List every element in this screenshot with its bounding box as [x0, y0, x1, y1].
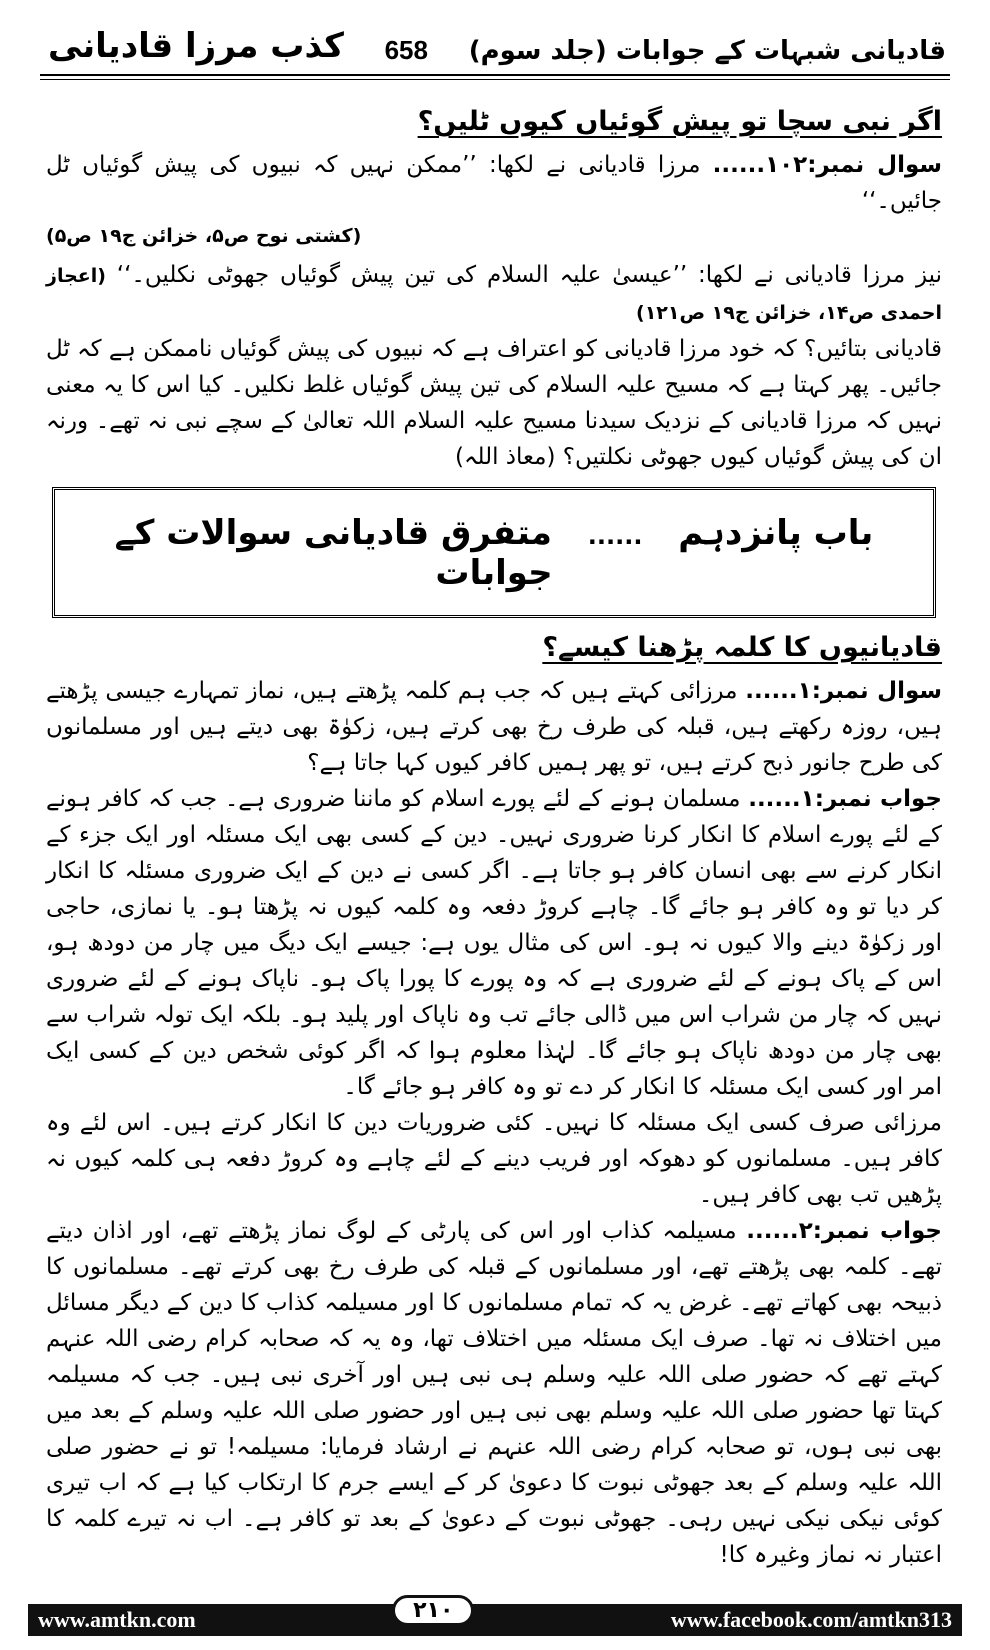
section-heading: اگر نبی سچا تو پیش گوئیاں کیوں ٹلیں؟	[417, 106, 942, 137]
facebook-link[interactable]: www.facebook.com/amtkn313	[670, 1607, 952, 1632]
question-text: مرزائی کہتے ہیں کہ جب ہم کلمہ پڑھتے ہیں، نماز تمہارے جیسی پڑھتے ہیں، روزہ رکھتے ہیں، قبلہ کی طرف رخ بھی کرتے ہیں، زکوٰۃ بھی دیتے ہیں اور مسلمانوں کی طرح جانور ذبح کرتے ہیں، تو پھر ہمیں کافر کیوں کہا جاتا ہے؟	[46, 678, 942, 776]
book-title: کذب مرزا قادیانی	[48, 26, 344, 66]
paragraph: قادیانی بتائیں؟ کہ خود مرزا قادیانی کو اعتراف ہے کہ نبیوں کی پیش گوئیاں ناممکن ہے کہ ٹل جائیں۔ پھر کہتا ہے کہ مسیح علیہ السلام کی تین پیش گوئیاں غلط نکلیں۔ کیا اس کا یہ معنی نہیں کہ مرزا قادیانی کے نزدیک سیدنا مسیح علیہ السلام اللہ تعالیٰ کے سچے نبی نہ تھے۔ ورنہ ان کی پیش گوئیاں کیوں جھوٹی نکلتیں؟ (معاذ اللہ)	[46, 336, 942, 470]
reference: (اعجاز احمدی ص۱۴، خزائن ج۱۹ ص۱۲۱)	[46, 265, 942, 324]
question-label: سوال نمبر:۱......	[745, 678, 943, 704]
answer-paragraph: مرزائی صرف کسی ایک مسئلہ کا نہیں۔ کئی ضروریات دین کا انکار کرتے ہیں۔ اس لئے وہ کافر ہیں۔ مسلمانوں کو دھوکہ اور فریب دینے کے لئے چاہے وہ کروڑ دفعہ ہی کلمہ کیوں نہ پڑھیں تب بھی کافر ہیں۔	[46, 1110, 942, 1208]
question-label: سوال نمبر:۱۰۲......	[712, 152, 942, 178]
page-number: 658	[384, 35, 428, 65]
answer-text: مسیلمہ کذاب اور اس کی پارٹی کے لوگ نماز پڑھتے تھے، اور اذان دیتے تھے۔ کلمہ بھی پڑھتے تھے، اور مسلمانوں کے قبلہ کی طرف رخ بھی کرتے تھے۔ مسلمانوں کا ذبیحہ بھی کھاتے تھے۔ غرض یہ کہ تمام مسلمانوں کا اور مسیلمہ کذاب کا دین کے دیگر مسائل میں اختلاف نہ تھا۔ صرف ایک مسئلہ میں اختلاف تھا، وہ یہ کہ صحابہ کرام رضی اللہ عنہم کہتے تھے کہ حضور صلی اللہ علیہ وسلم ہی نبی ہیں اور آخری نبی ہیں۔ جب کہ مسیلمہ کہتا تھا حضور صلی اللہ علیہ وسلم بھی نبی ہیں اور حضور صلی اللہ علیہ وسلم کے بعد میں بھی نبی ہوں، تو صحابہ کرام رضی اللہ عنہم نے ارشاد فرمایا: مسیلمہ! تو نے حضور صلی اللہ علیہ وسلم کے بعد جھوٹی نبوت کا دعویٰ کر کے ایسے جرم کا ارتکاب کیا ہے کہ اب تیری کوئی نیکی نیکی نہیں رہی۔ جھوٹی نبوت کے دعویٰ کے بعد تو کافر ہے۔ اب نہ تیرے کلمہ کا اعتبار نہ نماز وغیرہ کا!	[46, 1218, 942, 1568]
question-text: مرزا قادیانی نے لکھا: ’’ممکن نہیں کہ نبیوں کی پیش گوئیاں ٹل جائیں۔‘‘	[46, 152, 942, 214]
chapter-title-box	[52, 487, 936, 618]
page-content	[46, 100, 942, 1573]
footer-page-number: ۲۱۰	[392, 1595, 474, 1626]
chapter-dots: ......	[587, 522, 643, 550]
section-heading: قادیانیوں کا کلمہ پڑھنا کیسے؟	[542, 632, 942, 663]
answer-label: جواب نمبر:۲......	[746, 1218, 943, 1244]
question-paragraph	[46, 673, 942, 781]
header-rule-thin	[40, 79, 950, 80]
answer-label: جواب نمبر:۱......	[748, 786, 943, 812]
reference: (کشتی نوح ص۵، خزائن ج۱۹ ص۵)	[46, 225, 362, 247]
question-paragraph	[46, 147, 942, 219]
chapter-title: متفرق قادیانی سوالات کے جوابات	[114, 513, 553, 593]
running-title: قادیانی شبہات کے جوابات (جلد سوم)	[468, 36, 946, 66]
answer-paragraph	[46, 781, 942, 1105]
quote-text: نیز مرزا قادیانی نے لکھا: ’’عیسیٰ علیہ السلام کی تین پیش گوئیاں جھوٹی نکلیں۔‘‘	[116, 262, 943, 288]
website-link[interactable]: www.amtkn.com	[38, 1607, 196, 1632]
answer-paragraph	[46, 1213, 942, 1573]
page-header	[48, 22, 946, 66]
page-footer	[28, 1597, 962, 1636]
answer-text: مسلمان ہونے کے لئے پورے اسلام کو ماننا ضروری ہے۔ جب کہ کافر ہونے کے لئے پورے اسلام کا انکار کرنا ضروری نہیں۔ دین کے کسی بھی ایک مسئلہ اور ایک جزء کے انکار کرنے سے بھی انسان کافر ہو جاتا ہے۔ اگر کسی نے دین کے ایک ضروری مسئلہ کا انکار کر دیا تو وہ کافر ہو جائے گا۔ چاہے کروڑ دفعہ وہ کلمہ کیوں نہ پڑھتا ہو۔ یا نمازی، حاجی اور زکوٰۃ دینے والا کیوں نہ ہو۔ اس کی مثال یوں ہے: جیسے ایک دیگ میں چار من دودھ ہو، اس کے پاک ہونے کے لئے ضروری ہے کہ وہ پورے کا پورا پاک ہو۔ ناپاک ہونے کے لئے ضروری نہیں کہ چار من شراب اس میں ڈالی جائے تب وہ ناپاک اور پلید ہو۔ بلکہ ایک تولہ شراب سے بھی چار من دودھ ناپاک ہو جائے گا۔ لہٰذا معلوم ہوا کہ اگر کوئی شخص دین کے کسی ایک امر اور کسی ایک مسئلہ کا انکار کر دے تو وہ کافر ہو جائے گا۔	[46, 786, 942, 1100]
chapter-number: باب پانزدہم	[678, 513, 874, 553]
paragraph	[46, 257, 942, 331]
header-rule	[40, 74, 950, 76]
